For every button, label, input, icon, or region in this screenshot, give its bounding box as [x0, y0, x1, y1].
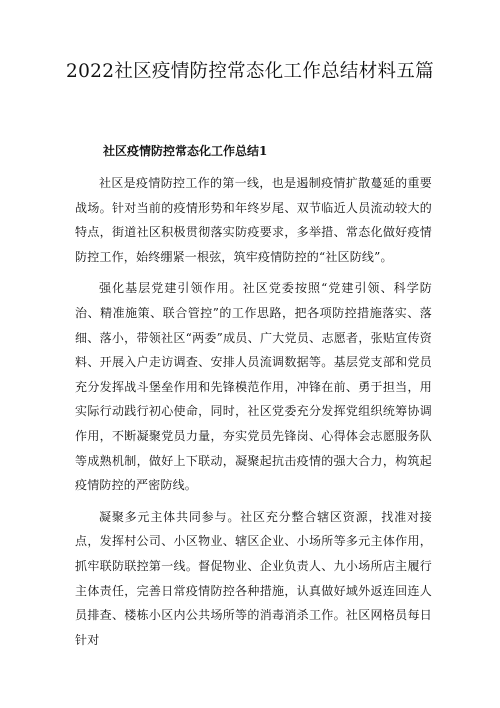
- section-heading: 社区疫情防控常态化工作总结1: [103, 144, 268, 158]
- paragraph-1: 社区是疫情防控工作的第一线，也是遏制疫情扩散蔓延的重要战场。针对当前的疫情形势和年终岁尾、双节临近人员流动较大的特点，街道社区积极贯彻落实防疫要求，多举措、常态化做好疫情防控工作，始终绷紧一根弦，筑牢疫情防控的“社区防线”。: [75, 176, 432, 264]
- document-body: [75, 171, 432, 659]
- paragraph-2: 强化基层党建引领作用。社区党委按照“党建引领、科学防治、精准施策、联合管控”的工作思路，把各项防控措施落实、落细、落小，带领社区“两委”成员、广大党员、志愿者，张贴宣传资料、开展入户走访调查、安排人员流调数据等。基层党支部和党员充分发挥战斗堡垒作用和先锋模范作用，冲锋在前、勇于担当，用实际行动践行初心使命，同时，社区党委充分发挥党组织统筹协调作用，不断凝聚党员力量，夯实党员先锋岗、心得体会志愿服务队等成熟机制，做好上下联动，凝聚起抗击疫情的强大合力，构筑起疫情防控的严密防线。: [75, 281, 432, 493]
- paragraph-3: 凝聚多元主体共同参与。社区充分整合辖区资源，找准对接点，发挥村公司、小区物业、辖区企业、小场所等多元主体作用，抓牢联防联控第一线。督促物业、企业负责人、九小场所店主履行主体责任，完善日常疫情防控各种措施，认真做好域外返连回连人员排查、楼栋小区内公共场所等的消毒消杀工作。社区网格员每日针对: [75, 509, 432, 647]
- document-title: 2022社区疫情防控常态化工作总结材料五篇: [66, 61, 434, 82]
